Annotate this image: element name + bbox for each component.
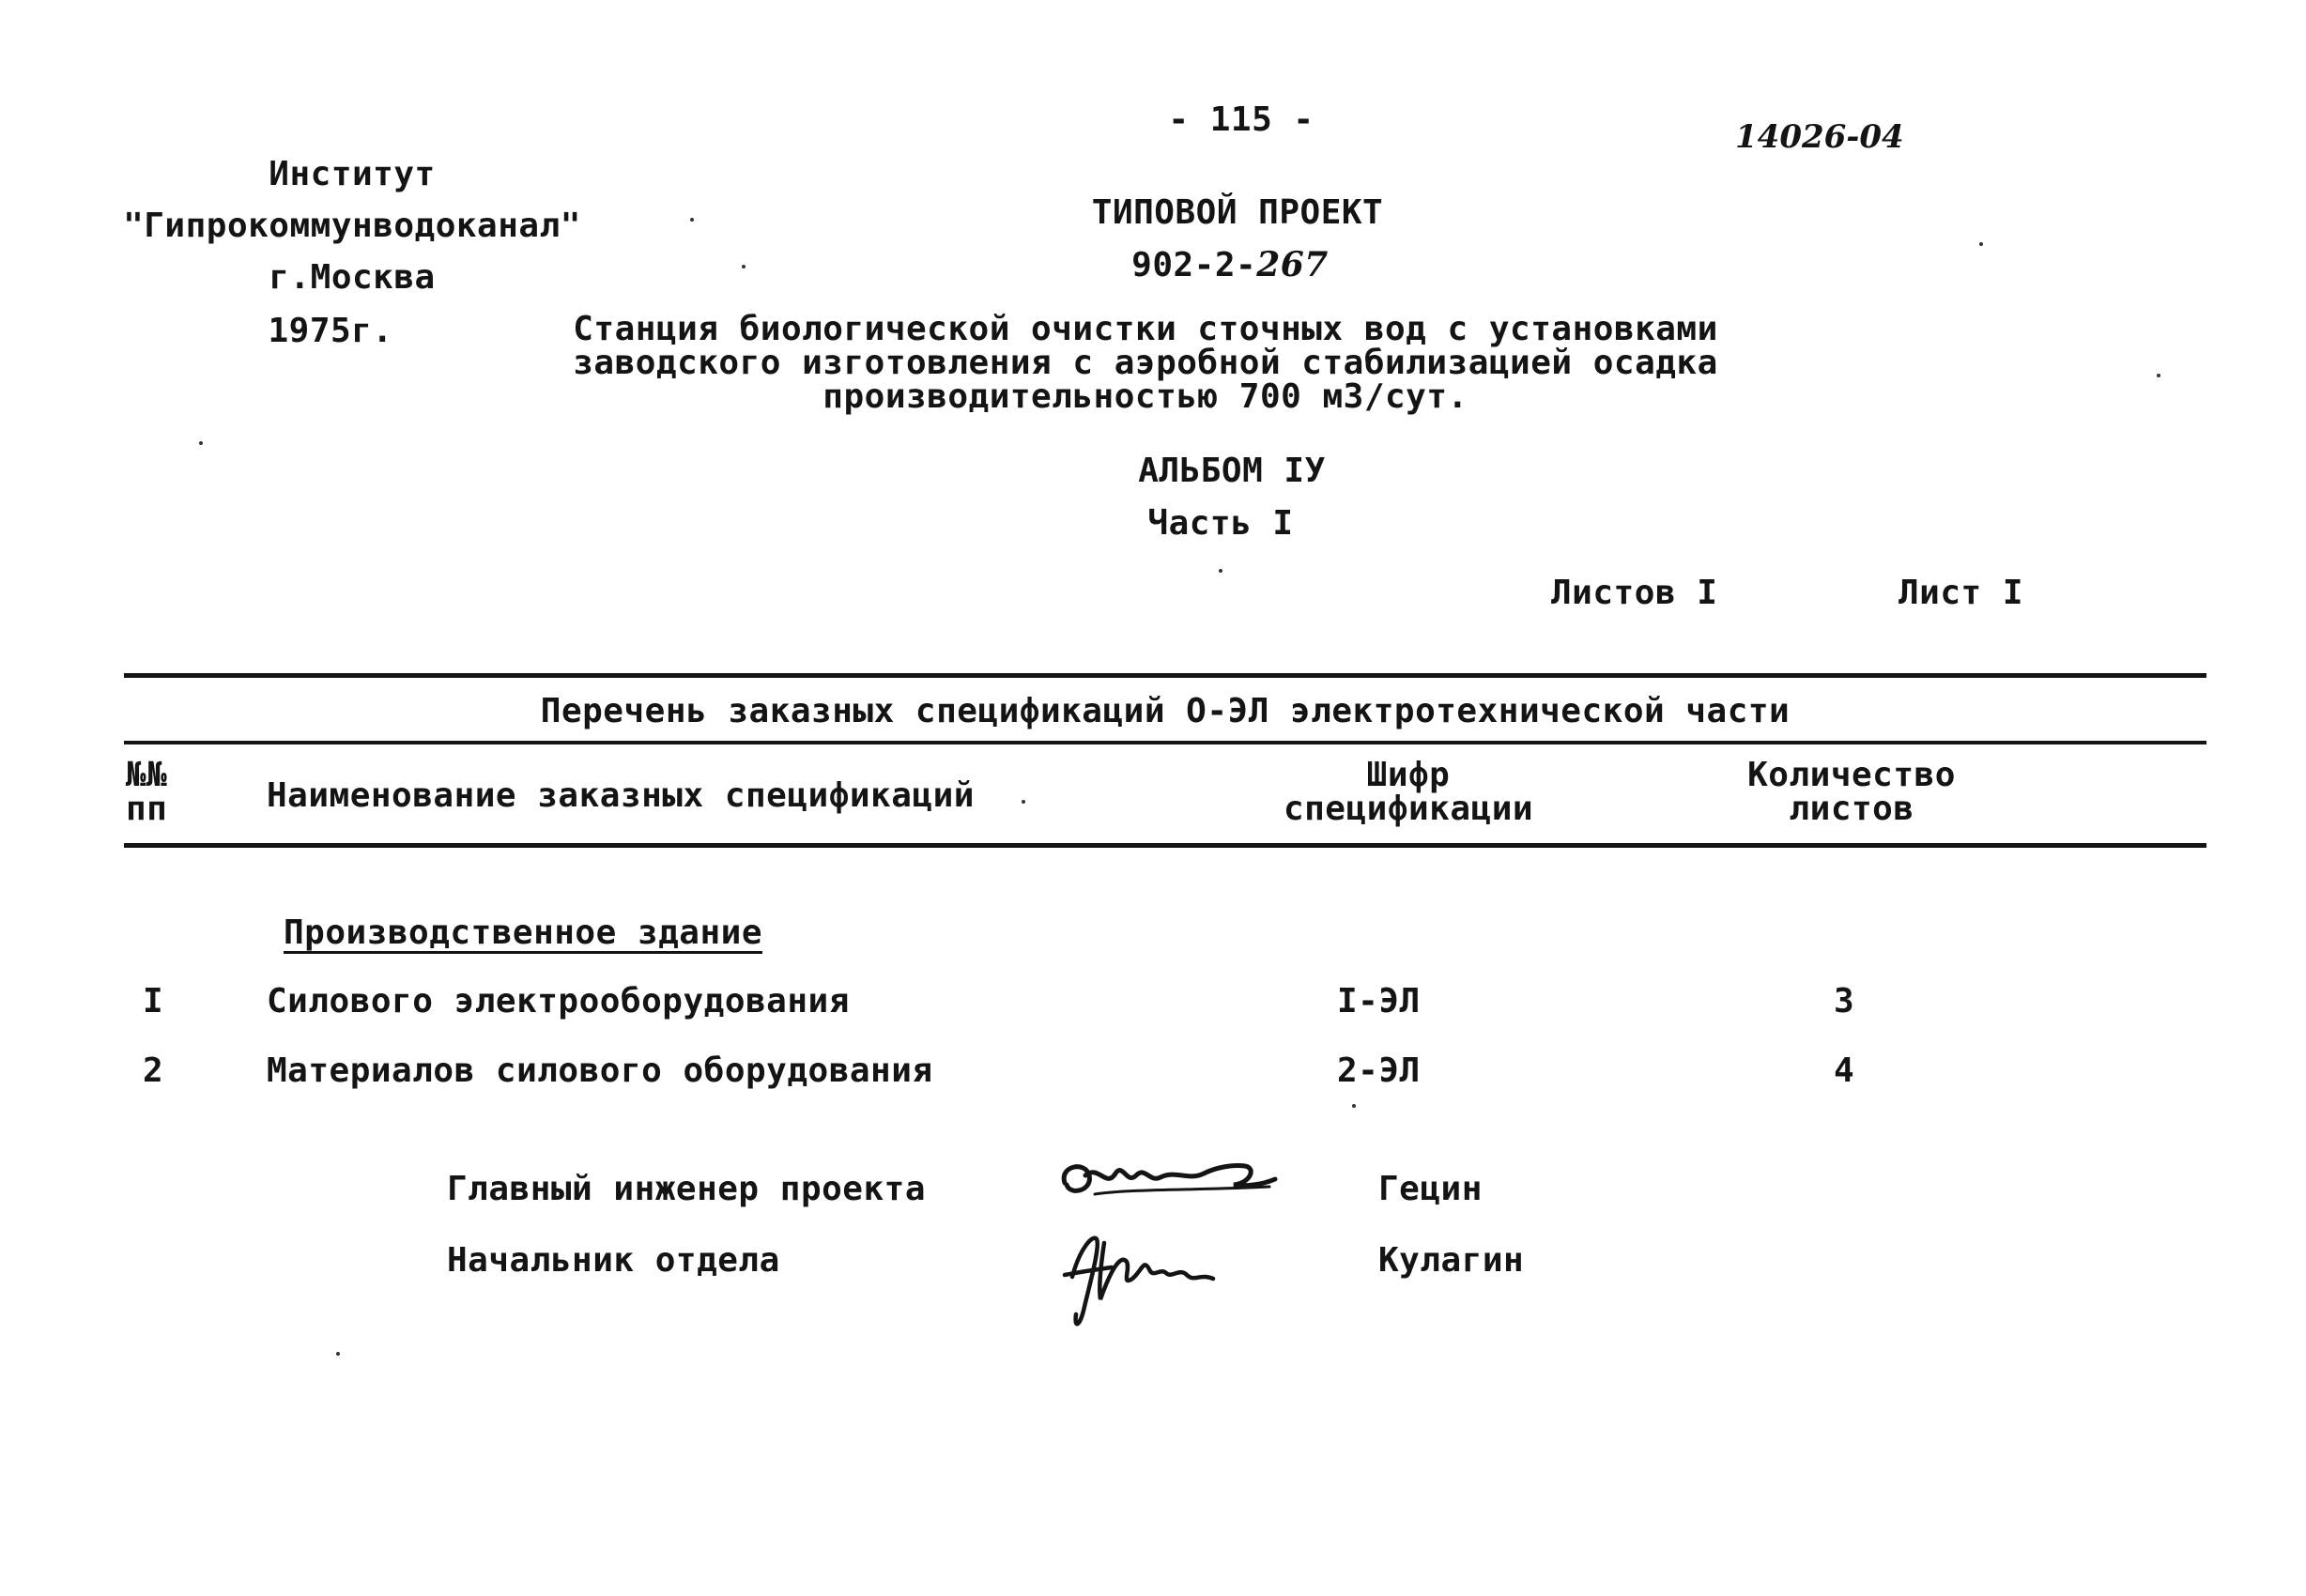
scan-speck [336,1352,340,1356]
project-description [573,310,1718,416]
row-2-number: 2 [143,1051,164,1090]
project-number [1131,246,1329,284]
row-1-number: I [143,982,164,1021]
scan-speck [742,265,746,269]
column-header-number-line-2: пп [126,790,168,828]
institute-label: Институт [269,155,436,193]
part-label: Часть I [1147,504,1294,543]
institute-year: 1975г. [268,312,393,350]
scan-speck [199,441,203,445]
project-type: ТИПОВОЙ ПРОЕКТ [1091,193,1384,232]
column-header-quantity [1747,756,1956,828]
column-header-number [126,756,168,828]
column-header-code [1283,756,1534,828]
description-line-1: Станция биологической очистки сточных вод с установками [573,310,1718,348]
project-number-prefix: 902-2- [1131,246,1257,284]
chief-engineer-name: Гецин [1378,1170,1483,1208]
row-2-name: Материалов силового оборудования [267,1051,933,1090]
chief-engineer-signature [1057,1147,1283,1213]
scan-speck [690,218,694,222]
scan-speck [1219,569,1222,573]
description-line-3: производительностью 700 м3/сут. [822,377,1468,416]
chief-engineer-title: Главный инженер проекта [447,1170,926,1208]
row-1-quantity: 3 [1834,982,1855,1021]
column-header-code-line-1: Шифр [1366,756,1451,794]
document-code: 14026-04 [1735,118,1904,156]
department-head-name: Кулагин [1378,1241,1525,1280]
row-2-code: 2-ЭЛ [1337,1051,1421,1090]
header-bottom-rule [124,843,2206,848]
scan-speck [1352,1104,1356,1108]
section-heading: Производственное здание [284,913,762,952]
header-top-rule [124,741,2206,744]
table-title: Перечень заказных спецификаций О-ЭЛ электротехнической части [540,692,1791,730]
scan-speck [2157,374,2160,377]
column-header-code-line-2: спецификации [1283,790,1534,828]
scan-speck [1022,800,1025,804]
department-head-title: Начальник отдела [447,1241,780,1280]
column-header-name: Наименование заказных спецификаций [267,776,975,815]
row-2-quantity: 4 [1834,1051,1855,1090]
column-header-number-line-1: №№ [126,756,168,794]
row-1-name: Силового электрооборудования [267,982,850,1021]
institute-name: "Гипрокоммунводоканал" [123,207,581,245]
album-label: АЛЬБОМ IУ [1138,452,1326,490]
project-number-suffix: 267 [1256,245,1329,284]
column-header-quantity-line-2: листов [1789,790,1914,828]
column-header-quantity-line-1: Количество [1747,756,1956,794]
sheet-number: Лист I [1899,574,2024,612]
department-head-signature [1055,1220,1224,1333]
row-1-code: I-ЭЛ [1337,982,1421,1021]
sheets-count: Листов I [1551,574,1718,612]
institute-city: г.Москва [269,258,436,297]
table-top-rule [124,673,2206,678]
scan-speck [1979,242,1983,246]
page-number: - 115 - [1168,100,1314,139]
description-line-2: заводского изготовления с аэробной стабилизацией осадка [573,344,1718,382]
